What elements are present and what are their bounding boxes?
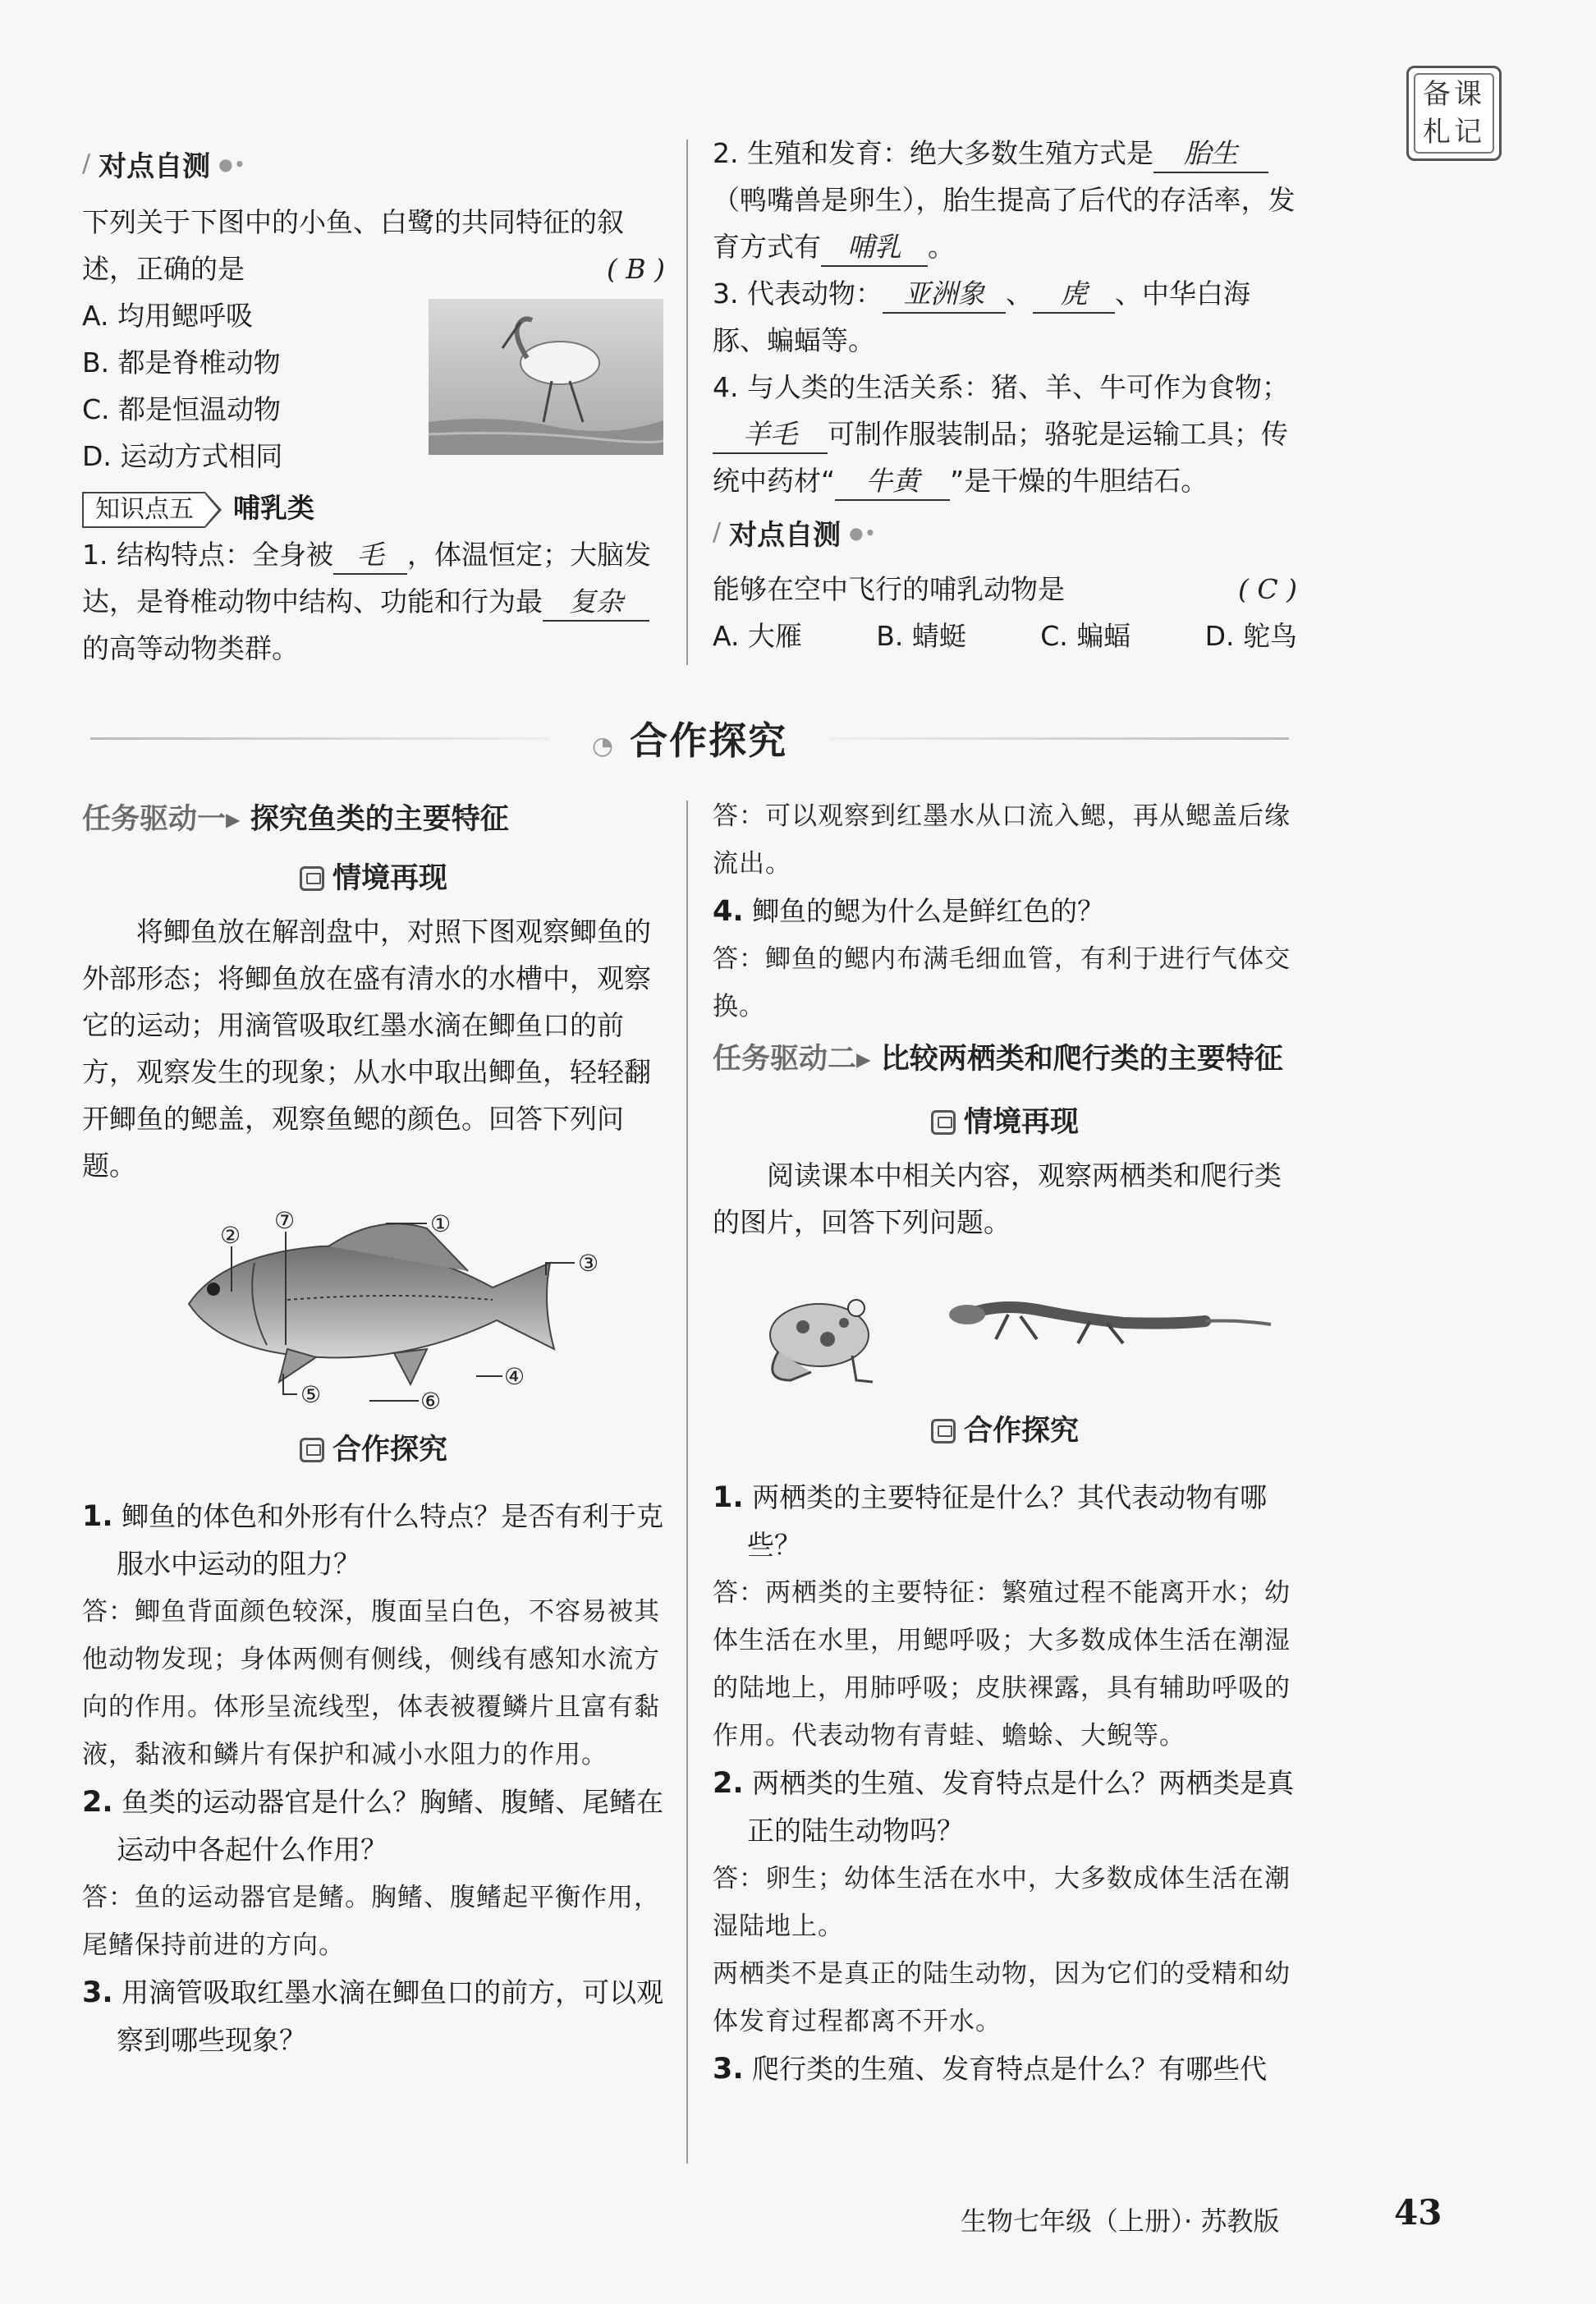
task2-q3: 3. 爬行类的生殖、发育特点是什么？有哪些代 (713, 2053, 1268, 2086)
task2-column (713, 792, 1297, 2093)
task1-column (82, 796, 665, 2064)
self-test-heading-1: ∕ 对点自测 ●• (82, 149, 247, 183)
q2-option-d: D. 鸵鸟 (1204, 620, 1297, 652)
kp5-tag: 知识点五 (82, 492, 205, 528)
magnifier-icon: ◔ (591, 732, 616, 760)
kp5-item3: 3. 代表动物： 亚洲象 、 虎 、中华白海豚、蝙蝠等。 (713, 278, 1250, 356)
task2-q1: 1. 两栖类的主要特征是什么？其代表动物有哪些？ 答：两栖类的主要特征：繁殖过程不能离开水；幼体生活在水里，用鳃呼吸；大多数成体生活在潮湿的陆地上，用肺呼吸；皮肤裸露，具有辅助呼吸的作用。代表动物有青蛙、蟾蜍、大鲵等。 (713, 1474, 1297, 1760)
task1-scene-text: 将鲫鱼放在解剖盘中，对照下图观察鲫鱼的外部形态；将鲫鱼放在盛有清水的水槽中，观察它的运动；用滴管吸取红墨水滴在鲫鱼口的前方，观察发生的现象；从水中取出鲫鱼，轻轻翻开鲫鱼的鳃盖，观察鱼鳃的颜色。回答下列问题。 (82, 916, 651, 1182)
kp5-item4: 4. 与人类的生活关系：猪、羊、牛可作为食物；羊毛 可制作服装制品；骆驼是运输工具；传统中药材“ 牛黄 ”是干燥的牛胆结石。 (713, 364, 1297, 504)
q1-option-b: B. 都是脊椎动物 (82, 347, 281, 379)
fill-bezoar: 牛黄 (835, 463, 950, 501)
q1-answer: ( B ) (607, 253, 665, 285)
fish-label-3: ③ (578, 1250, 599, 1277)
fish-label-4: ④ (504, 1363, 525, 1390)
pen-icon: ∕ (82, 149, 91, 178)
task1-q3: 3. 用滴管吸取红墨水滴在鲫鱼口的前方，可以观察到哪些现象？ (82, 1976, 664, 2056)
frog-illustration (770, 1300, 873, 1382)
fill-asian-elephant: 亚洲象 (883, 276, 1006, 314)
kp5-item2: 2. 生殖和发育：绝大多数生殖方式是 胎生（鸭嘴兽是卵生），胎生提高了后代的存活率，发育方式有 哺乳 。 (713, 130, 1297, 270)
q1-stem: 下列关于下图中的小鱼、白鹭的共同特征的叙述，正确的是 ( B ) (82, 199, 665, 292)
task1-heading: 任务驱动一▸ 探究鱼类的主要特征 (82, 803, 509, 836)
task1-q1: 1. 鲫鱼的体色和外形有什么特点？是否有利于克服水中运动的阻力？ 答：鲫鱼背面颜色较深，腹面呈白色，不容易被其他动物发现；身体两侧有侧线，侧线有感知水流方向的作用。体形呈流线型，体表被覆鳞片且富有黏液，黏液和鳞片有保护和减小水阻力的作用。 (82, 1493, 665, 1778)
task2-a1: 答：两栖类的主要特征：繁殖过程不能离开水；幼体生活在水里，用鳃呼吸；大多数成体生活在潮湿的陆地上，用肺呼吸；皮肤裸露，具有辅助呼吸的作用。代表动物有青蛙、蟾蜍、大鲵等。 (713, 1578, 1291, 1751)
q2-answer: ( C ) (1238, 573, 1297, 605)
left-top-column (82, 144, 665, 672)
footer-book-title: 生物七年级（上册）· 苏教版 (961, 2205, 1280, 2237)
column-divider-top (686, 140, 688, 665)
task2-a2: 答：卵生；幼体生活在水中，大多数成体生活在潮湿陆地上。 (713, 1864, 1291, 1941)
fish-label-2: ② (220, 1222, 241, 1249)
task1-a3: 答：可以观察到红墨水从口流入鳃，再从鳃盖后缘流出。 (713, 801, 1291, 879)
task2-a2-cont: 两栖类不是真正的陆生动物，因为它们的受精和幼体发育过程都离不开水。 (713, 1959, 1291, 2036)
section-banner (82, 706, 1297, 772)
task2-heading: 任务驱动二▸ 比较两栖类和爬行类的主要特征 (713, 1043, 1283, 1076)
q1-option-d: D. 运动方式相同 (82, 440, 283, 472)
stamp-line-2: 札记 (1423, 116, 1485, 149)
frog-lizard-figure (713, 1257, 1297, 1397)
task2-q2: 2. 两栖类的生殖、发育特点是什么？两栖类是真正的陆生动物吗？ 答：卵生；幼体生活在水中，大多数成体生活在潮湿陆地上。 两栖类不是真正的陆生动物，因为它们的受精和幼体发育过程都离不开水。 (713, 1760, 1297, 2045)
task2-scene-heading: 情境再现 (713, 1099, 1297, 1141)
self-test-heading-2: ∕ 对点自测 ●• (713, 518, 878, 552)
q2-stem: 能够在空中飞行的哺乳动物是 ( C ) (713, 566, 1297, 613)
column-divider-bottom (686, 801, 688, 2164)
coop-icon (300, 1438, 324, 1462)
fish-label-5: ⑤ (300, 1381, 322, 1408)
q2-options (713, 613, 1297, 659)
page-number: 43 (1394, 2192, 1442, 2233)
fill-viviparous: 胎生 (1153, 135, 1268, 173)
scene-icon (300, 866, 324, 891)
fill-lactation: 哺乳 (821, 229, 928, 267)
fill-wool: 羊毛 (713, 416, 828, 454)
fish-diagram (82, 1197, 665, 1419)
q2-option-a: A. 大雁 (713, 620, 802, 652)
task1-title: 探究鱼类的主要特征 (250, 803, 509, 836)
pen-icon-2: ∕ (713, 518, 722, 547)
task1-a2: 答：鱼的运动器官是鳍。胸鳍、腹鳍起平衡作用，尾鳍保持前进的方向。 (82, 1883, 660, 1960)
task1-scene-heading: 情境再现 (82, 856, 665, 897)
lizard-illustration (949, 1305, 1271, 1343)
task2-tag: 任务驱动二 (713, 1043, 857, 1076)
fill-tiger: 虎 (1033, 276, 1115, 314)
section-title: ◔ 合作探究 (591, 718, 788, 763)
task2-coop-heading: 合作探究 (713, 1408, 1297, 1449)
fill-hair: 毛 (333, 537, 407, 575)
fish-label-1: ① (430, 1210, 452, 1237)
dots-icon: ●• (218, 154, 247, 174)
right-top-column (713, 130, 1297, 659)
kp5-item1: 1. 结构特点：全身被 毛 ，体温恒定；大脑发达，是脊椎动物中结构、功能和行为最 复杂的高等动物类群。 (82, 539, 651, 664)
q1-option-a: A. 均用鳃呼吸 (82, 300, 253, 332)
task1-tag: 任务驱动一 (82, 803, 227, 836)
q2-option-c: C. 蝙蝠 (1040, 620, 1131, 652)
task2-scene-text: 阅读课本中相关内容，观察两栖类和爬行类的图片，回答下列问题。 (713, 1159, 1282, 1238)
scene-icon-2 (931, 1110, 956, 1135)
q2-option-b: B. 蜻蜓 (876, 620, 966, 652)
coop-icon-2 (931, 1419, 956, 1443)
kp5-title: 哺乳类 (233, 492, 314, 524)
task1-q4: 4. 鲫鱼的鳃为什么是鲜红色的？ 答：鲫鱼的鳃内布满毛细血管，有利于进行气体交换。 (713, 888, 1297, 1030)
egret-photo (429, 299, 663, 455)
task2-title: 比较两栖类和爬行类的主要特征 (880, 1043, 1283, 1076)
stamp-line-1: 备课 (1423, 78, 1485, 111)
fish-label-6: ⑥ (420, 1388, 442, 1415)
task1-q2: 2. 鱼类的运动器官是什么？胸鳍、腹鳍、尾鳍在运动中各起什么作用？ 答：鱼的运动器官是鳍。胸鳍、腹鳍起平衡作用，尾鳍保持前进的方向。 (82, 1778, 665, 1969)
task1-coop-heading: 合作探究 (82, 1427, 665, 1468)
q1-option-c: C. 都是恒温动物 (82, 393, 282, 425)
dots-icon-2: ●• (849, 522, 878, 543)
kp5-heading (82, 484, 665, 531)
task1-a1: 答：鲫鱼背面颜色较深，腹面呈白色，不容易被其他动物发现；身体两侧有侧线，侧线有感知水流方向的作用。体形呈流线型，体表被覆鳞片且富有黏液，黏液和鳞片有保护和减小水阻力的作用。 (82, 1597, 660, 1769)
fill-complex: 复杂 (543, 584, 649, 622)
lesson-notes-stamp (1406, 66, 1502, 161)
fish-label-7: ⑦ (274, 1207, 296, 1234)
task1-a4: 答：鲫鱼的鳃内布满毛细血管，有利于进行气体交换。 (713, 944, 1291, 1021)
